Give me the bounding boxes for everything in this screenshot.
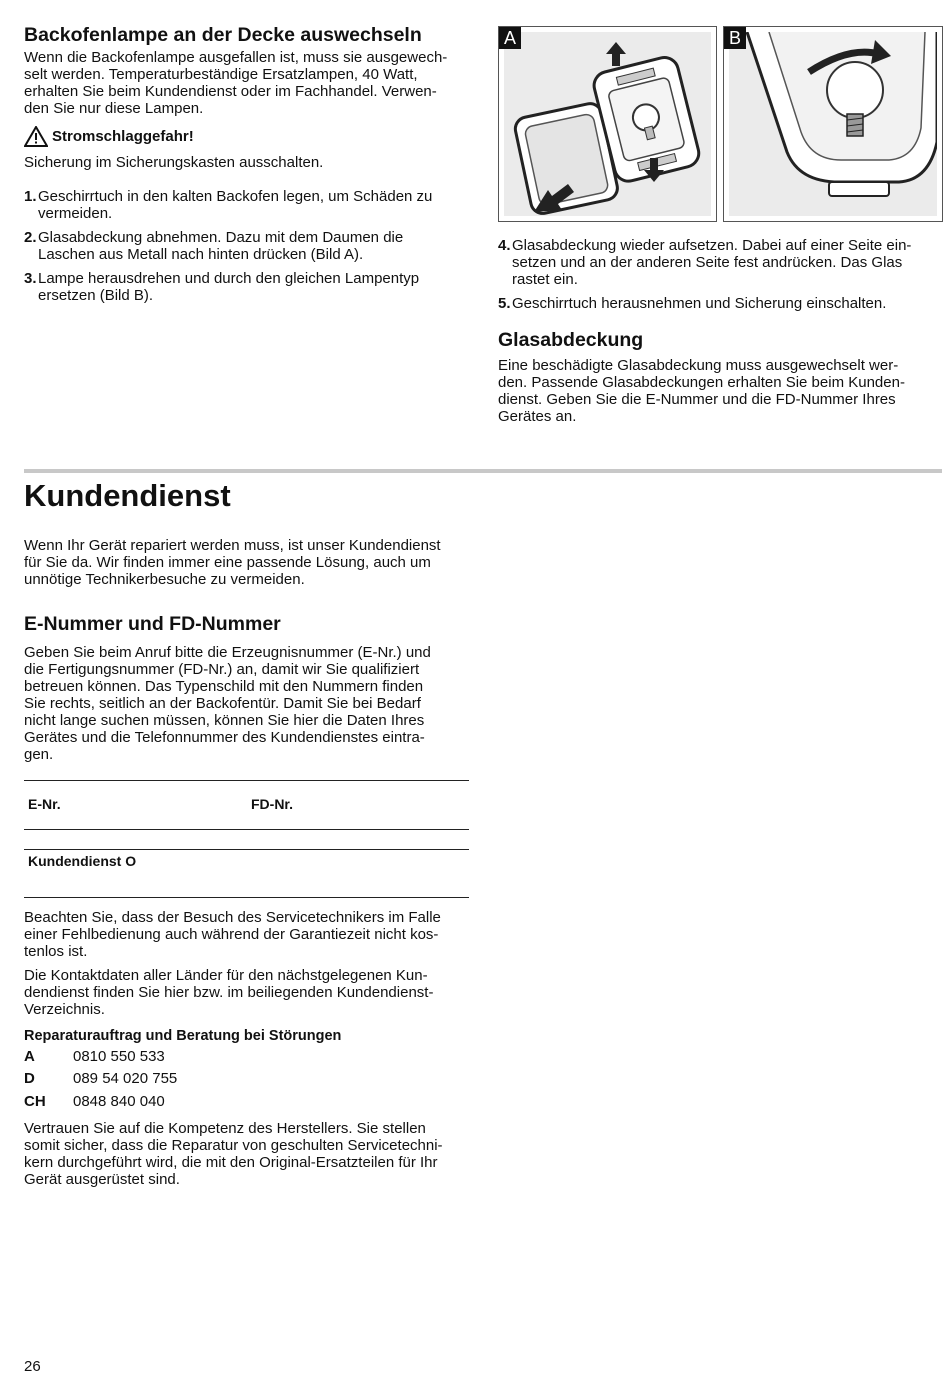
service-intro-line: für Sie da. Wir finden immer eine passende Lösung, auch um [24,554,431,571]
step-line: ersetzen (Bild B). [38,287,154,304]
phone-row [24,1093,165,1110]
step-1 [24,188,474,222]
lamp-intro-line: selt werden. Temperaturbeständige Ersatzlampen, 40 Watt, [24,66,418,83]
step-number: 4. [498,237,511,254]
step-line: Glasabdeckung abnehmen. Dazu mit dem Daumen die [38,229,404,246]
step-line: rastet ein. [512,271,578,288]
step-line: Geschirrtuch herausnehmen und Sicherung einschalten. [512,295,887,312]
service-title: Kundendienst [24,478,231,513]
step-line: setzen und an der anderen Seite fest andrücken. Das Glas [512,254,903,271]
note-line: Verzeichnis. [24,1001,105,1018]
step-number: 1. [24,188,37,205]
step-4 [498,237,938,288]
glass-line: den. Passende Glasabdeckungen erhalten Sie beim Kunden- [498,374,905,391]
step-number: 2. [24,229,37,246]
figure-a-illustration [504,32,711,216]
note-line: tenlos ist. [24,943,88,960]
glass-line: Eine beschädigte Glasabdeckung muss ausgewechselt wer- [498,357,899,374]
step-line: Geschirrtuch in den kalten Backofen legen, um Schäden zu [38,188,433,205]
phone-row [24,1048,165,1065]
fdnr-field-label: FD-Nr. [251,796,293,812]
step-line: Laschen aus Metall nach hinten drücken (Bild A). [38,246,364,263]
glass-text [498,357,938,425]
phone-country: CH [24,1093,46,1110]
enr-line: betreuen können. Das Typenschild mit den Nummern finden [24,678,424,695]
section-divider [24,469,942,473]
steps-left [24,188,474,304]
note-2 [24,967,484,1018]
figure-b-label: B [724,27,746,49]
enr-field-label: E-Nr. [28,796,61,812]
enr-text [24,644,484,763]
phone-number: 0848 840 040 [73,1093,165,1110]
form-rule [24,829,469,830]
step-number: 3. [24,270,37,287]
enr-line: nicht lange suchen müssen, können Sie hier die Daten Ihres [24,712,425,729]
note-1 [24,909,484,960]
enr-line: die Fertigungsnummer (FD-Nr.) an, damit wir Sie qualifiziert [24,661,420,678]
warning-text: Sicherung im Sicherungskasten ausschalten. [24,154,324,171]
note-line: dendienst finden Sie hier bzw. im beiliegenden Kundendienst- [24,984,434,1001]
warning-title: Stromschlaggefahr! [52,128,194,145]
warning-triangle-icon [24,126,48,147]
service-intro-line: Wenn Ihr Gerät repariert werden muss, ist unser Kundendienst [24,537,441,554]
phone-country: D [24,1070,35,1087]
enr-line: Gerätes und die Telefonnummer des Kundendienstes eintra- [24,729,425,746]
lamp-intro-line: Wenn die Backofenlampe ausgefallen ist, muss sie ausgewech- [24,49,448,66]
enr-title: E-Nummer und FD-Nummer [24,613,281,635]
lamp-intro [24,49,484,117]
phone-number: 089 54 020 755 [73,1070,178,1087]
form-rule [24,849,469,850]
closing-line: kern durchgeführt wird, die mit den Original-Ersatzteilen für Ihr [24,1154,438,1171]
glass-line: Gerätes an. [498,408,577,425]
note-line: Beachten Sie, dass der Besuch des Servicetechnikers im Falle [24,909,441,926]
closing-line: Vertrauen Sie auf die Kompetenz des Herstellers. Sie stellen [24,1120,426,1137]
lamp-section-title: Backofenlampe an der Decke auswechseln [24,24,422,46]
glass-line: dienst. Geben Sie die E-Nummer und die FD-Nummer Ihres [498,391,896,408]
lamp-intro-line: den Sie nur diese Lampen. [24,100,204,117]
repair-title: Reparaturauftrag und Beratung bei Störungen [24,1028,342,1044]
note-line: Die Kontaktdaten aller Länder für den nächstgelegenen Kun- [24,967,428,984]
phone-number: 0810 550 533 [73,1048,165,1065]
closing-line: somit sicher, dass die Reparatur von geschulten Servicetechni- [24,1137,443,1154]
warning-heading [24,126,194,147]
step-line: Glasabdeckung wieder aufsetzen. Dabei auf einer Seite ein- [512,237,912,254]
step-number: 5. [498,295,511,312]
enr-line: Geben Sie beim Anruf bitte die Erzeugnisnummer (E-Nr.) und [24,644,431,661]
form-rule [24,780,469,781]
lamp-intro-line: erhalten Sie beim Kundendienst oder im Fachhandel. Verwen- [24,83,437,100]
step-line: vermeiden. [38,205,113,222]
steps-right [498,237,938,312]
step-5 [498,295,938,312]
step-3 [24,270,474,304]
closing-text [24,1120,484,1188]
figure-a-label: A [499,27,521,49]
note-line: einer Fehlbedienung auch während der Garantiezeit nicht kos- [24,926,439,943]
service-intro [24,537,484,588]
service-field-label: Kundendienst O [28,853,137,869]
enr-line: gen. [24,746,54,763]
closing-line: Gerät ausgerüstet sind. [24,1171,180,1188]
service-intro-line: unnötige Technikerbesuche zu vermeiden. [24,571,305,588]
glass-section-title: Glasabdeckung [498,329,644,351]
figure-b-illustration [729,32,937,216]
step-2 [24,229,474,263]
figure-b [723,26,943,222]
phone-row [24,1070,177,1087]
phone-country: A [24,1048,35,1065]
form-rule [24,897,469,898]
page-number: 26 [24,1358,41,1375]
step-line: Lampe herausdrehen und durch den gleichen Lampentyp [38,270,420,287]
enr-line: Sie rechts, seitlich an der Backofentür. Damit Sie bei Bedarf [24,695,421,712]
figure-a [498,26,717,222]
